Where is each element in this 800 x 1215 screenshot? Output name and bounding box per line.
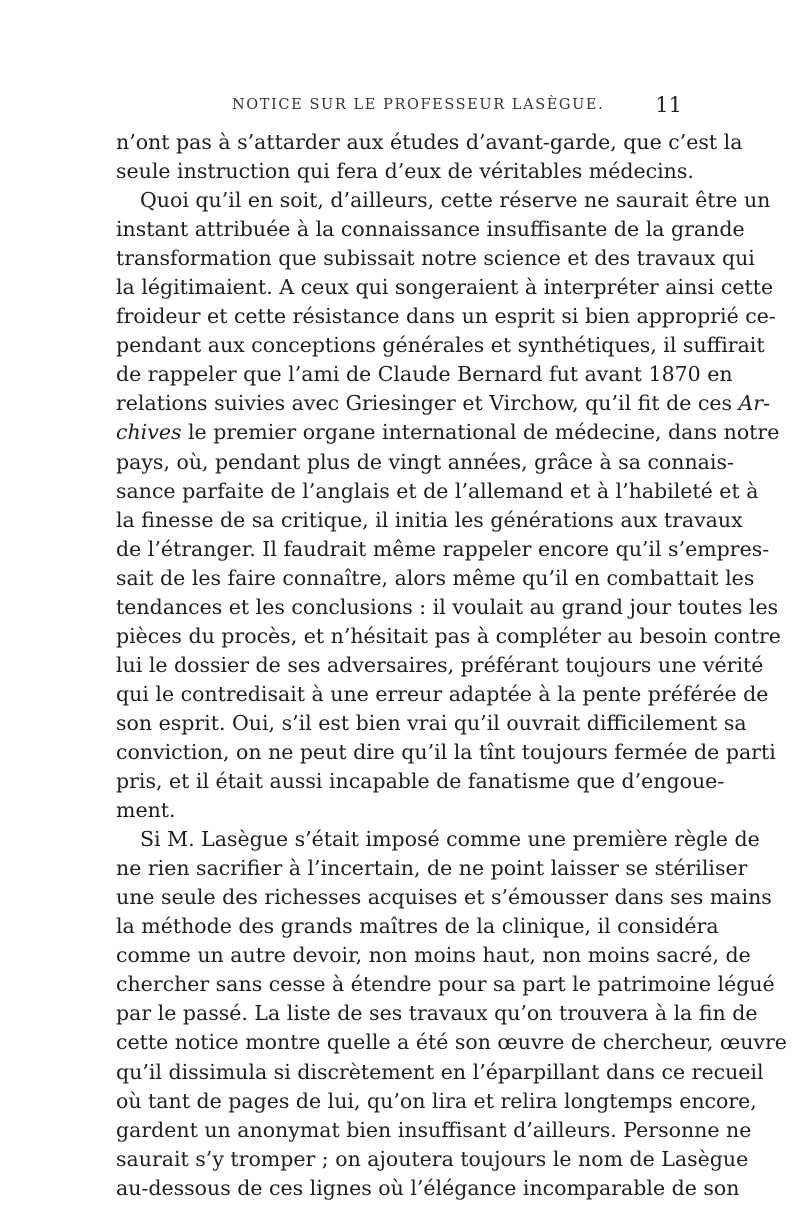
- paragraph: [116, 186, 781, 825]
- text-line: transformation que subissait notre science et des travaux qui: [116, 246, 755, 271]
- text-line: seule instruction qui fera d’eux de véritables médecins.: [116, 159, 694, 184]
- text-line: la finesse de sa critique, il initia les générations aux travaux: [116, 507, 743, 532]
- text-line: Quoi qu’il en soit, d’ailleurs, cette réserve ne saurait être un: [140, 188, 771, 213]
- text-line: relations suivies avec Griesinger et Virchow, qu’il fit de ces Ar-: [116, 391, 771, 416]
- text-line: sait de les faire connaître, alors même qu’il en combattait les: [116, 565, 755, 590]
- running-head: [116, 93, 682, 121]
- text-line: au-dessous de ces lignes où l’élégance incomparable de son: [116, 1175, 740, 1200]
- text-line: pays, où, pendant plus de vingt années, grâce à sa connais-: [116, 449, 734, 474]
- text-line: son esprit. Oui, s’il est bien vrai qu’il ouvrait difficilement sa: [116, 710, 747, 735]
- text-line: tendances et les conclusions : il voulait au grand jour toutes les: [116, 594, 779, 619]
- text-line: pris, et il était aussi incapable de fanatisme que d’engoue-: [116, 769, 725, 794]
- text-line: gardent un anonymat bien insuffisant d’ailleurs. Personne ne: [116, 1117, 752, 1142]
- text-line: pièces du procès, et n’hésitait pas à compléter au besoin contre: [116, 623, 781, 648]
- text-line: par le passé. La liste de ses travaux qu’on trouvera à la fin de: [116, 1001, 758, 1026]
- text-line: qui le contredisait à une erreur adaptée à la pente préférée de: [116, 681, 769, 706]
- text-line: ne rien sacrifier à l’incertain, de ne point laisser se stériliser: [116, 856, 748, 881]
- paragraph: [116, 128, 743, 186]
- text-line: saurait s’y tromper ; on ajoutera toujours le nom de Lasègue: [116, 1146, 749, 1171]
- text-line: chives le premier organe international de médecine, dans notre: [116, 420, 780, 445]
- text-line: la méthode des grands maîtres de la clinique, il considéra: [116, 914, 719, 939]
- text-line: comme un autre devoir, non moins haut, non moins sacré, de: [116, 943, 751, 968]
- text-line: une seule des richesses acquises et s’émousser dans ses mains: [116, 885, 772, 910]
- text-line: lui le dossier de ses adversaires, préférant toujours une vérité: [116, 652, 764, 677]
- text-line: chercher sans cesse à étendre pour sa part le patrimoine légué: [116, 972, 775, 997]
- text-line: instant attribuée à la connaissance insuffisante de la grande: [116, 217, 745, 242]
- text-line: qu’il dissimula si discrètement en l’éparpillant dans ce recueil: [116, 1059, 764, 1084]
- text-line: Si M. Lasègue s’était imposé comme une première règle de: [140, 827, 760, 852]
- text-line: de rappeler que l’ami de Claude Bernard fut avant 1870 en: [116, 362, 733, 387]
- text-line: n’ont pas à s’attarder aux études d’avant-garde, que c’est la: [116, 130, 743, 154]
- paragraph: [116, 825, 787, 1203]
- body-text: [116, 128, 787, 1203]
- text-line: de l’étranger. Il faudrait même rappeler encore qu’il s’empres-: [116, 536, 770, 561]
- text-line: où tant de pages de lui, qu’on lira et relira longtemps encore,: [116, 1088, 757, 1113]
- text-line: conviction, on ne peut dire qu’il la tînt toujours fermée de parti: [116, 739, 776, 764]
- text-line: froideur et cette résistance dans un esprit si bien approprié ce-: [116, 304, 776, 329]
- text-line: sance parfaite de l’anglais et de l’allemand et à l’habileté et à: [116, 478, 759, 503]
- running-title: NOTICE SUR LE PROFESSEUR LASÈGUE.: [232, 97, 605, 113]
- page-number: 11: [655, 93, 682, 117]
- text-line: la légitimaient. A ceux qui songeraient à interpréter ainsi cette: [116, 275, 774, 300]
- text-line: pendant aux conceptions générales et synthétiques, il suffirait: [116, 333, 765, 358]
- text-line: cette notice montre quelle a été son œuvre de chercheur, œuvre: [116, 1030, 787, 1055]
- text-line: ment.: [116, 798, 176, 823]
